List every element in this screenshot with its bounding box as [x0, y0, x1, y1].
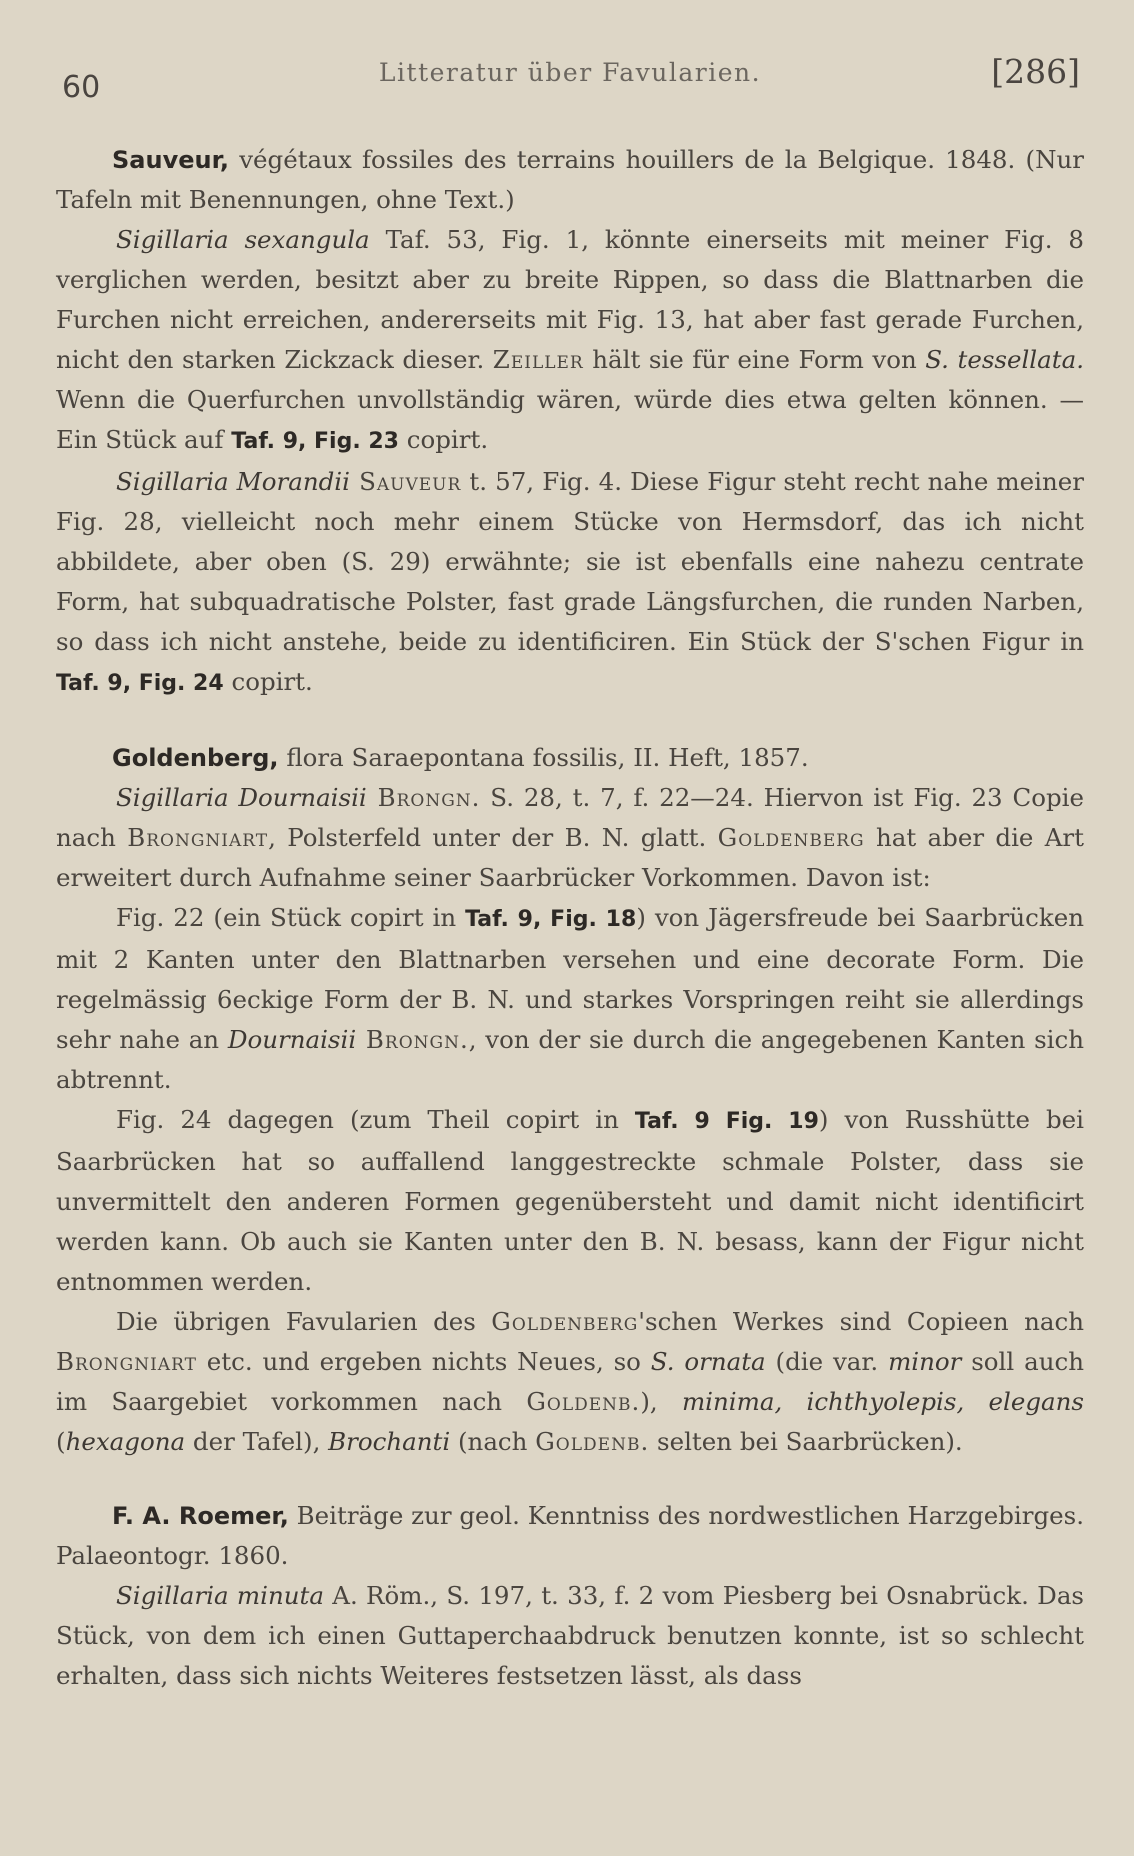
roemer-entry: F. A. Roemer, Beiträge zur geol. Kenntniss des nordwestlichen Harzgebirges. Palaeontogr. 1860. — [56, 1501, 1084, 1570]
sauveur-entry: Sauveur, végétaux fossiles des terrains houillers de la Belgique. 1848. (Nur Tafeln mit Benennungen, ohne Text.) — [56, 145, 1084, 214]
page-body — [56, 140, 1084, 1696]
goldenberg-entry: Goldenberg, flora Saraepontana fossilis, II. Heft, 1857. — [112, 743, 809, 772]
page-header — [56, 50, 1084, 110]
author-sauveur: Sauveur, — [112, 146, 229, 174]
goldenberg-dournaisii-paragraph: Sigillaria Dournaisii Brongn. S. 28, t. 7, f. 22—24. Hiervon ist Fig. 23 Copie nach Brongniart, Polsterfeld unter der B. N. glatt. Goldenberg hat aber die Art erweitert durch Aufnahme seiner Saarbrücker Vorkommen. Davon ist: — [56, 783, 1084, 892]
roemer-minuta-paragraph: Sigillaria minuta A. Röm., S. 197, t. 33, f. 2 vom Piesberg bei Osnabrück. Das Stück, von dem ich einen Guttaperchaabdruck benutzen konnte, ist so schlecht erhalten, dass sich nichts Weiteres festsetzen lässt, als dass — [56, 1581, 1084, 1690]
author-goldenberg: Goldenberg, — [112, 744, 279, 772]
goldenberg-fig24-paragraph: Fig. 24 dagegen (zum Theil copirt in Taf. 9 Fig. 19) von Russhütte bei Saarbrücken hat so auffallend langgestreckte schmale Polster, dass sie unvermittelt den anderen Formen gegenübersteht und damit nicht identificirt werden kann. Ob auch sie Kanten unter den B. N. besass, kann der Figur nicht entnommen werden. — [56, 1105, 1084, 1296]
page-number: 60 — [62, 70, 101, 105]
goldenberg-favularien-paragraph: Die übrigen Favularien des Goldenberg'schen Werkes sind Copieen nach Brongniart etc. und ergeben nichts Neues, so S. ornata (die var. minor soll auch im Saargebiet vorkommen nach Goldenb.), minima, ichthyolepis, elegans (hexagona der Tafel), Brochanti (nach Goldenb. selten bei Saarbrücken). — [56, 1307, 1084, 1456]
author-roemer: F. A. Roemer, — [112, 1502, 289, 1530]
sauveur-morandii-paragraph: Sigillaria Morandii Sauveur t. 57, Fig. 4. Diese Figur steht recht nahe meiner Fig. 28, vielleicht noch mehr einem Stücke von Hermsdorf, das ich nicht abbildete, aber oben (S. 29) erwähnte; sie ist ebenfalls eine nahezu centrate Form, hat subquadratische Polster, fast grade Längsfurchen, die runden Narben, so dass ich nicht anstehe, beide zu identificiren. Ein Stück der S'schen Figur in Taf. 9, Fig. 24 copirt. — [56, 467, 1084, 696]
sauveur-sexangula-paragraph: Sigillaria sexangula Taf. 53, Fig. 1, könnte einerseits mit meiner Fig. 8 verglichen werden, besitzt aber zu breite Rippen, so dass die Blattnarben die Furchen nicht erreichen, andererseits mit Fig. 13, hat aber fast gerade Furchen, nicht den starken Zickzack dieser. Zeiller hält sie für eine Form von S. tessellata. Wenn die Querfurchen unvollständig wären, würde dies etwa gelten können. — Ein Stück auf Taf. 9, Fig. 23 copirt. — [56, 225, 1084, 454]
goldenberg-fig22-paragraph: Fig. 22 (ein Stück copirt in Taf. 9, Fig. 18) von Jägersfreude bei Saarbrücken mit 2 Kanten unter den Blattnarben versehen und eine decorate Form. Die regelmässig 6eckige Form der B. N. und starkes Vorspringen reiht sie allerdings sehr nahe an Dournaisii Brongn., von der sie durch die angegebenen Kanten sich abtrennt. — [56, 903, 1084, 1094]
running-title: Litteratur über Favularien. — [378, 58, 762, 87]
original-page-ref: [286] — [991, 52, 1080, 91]
